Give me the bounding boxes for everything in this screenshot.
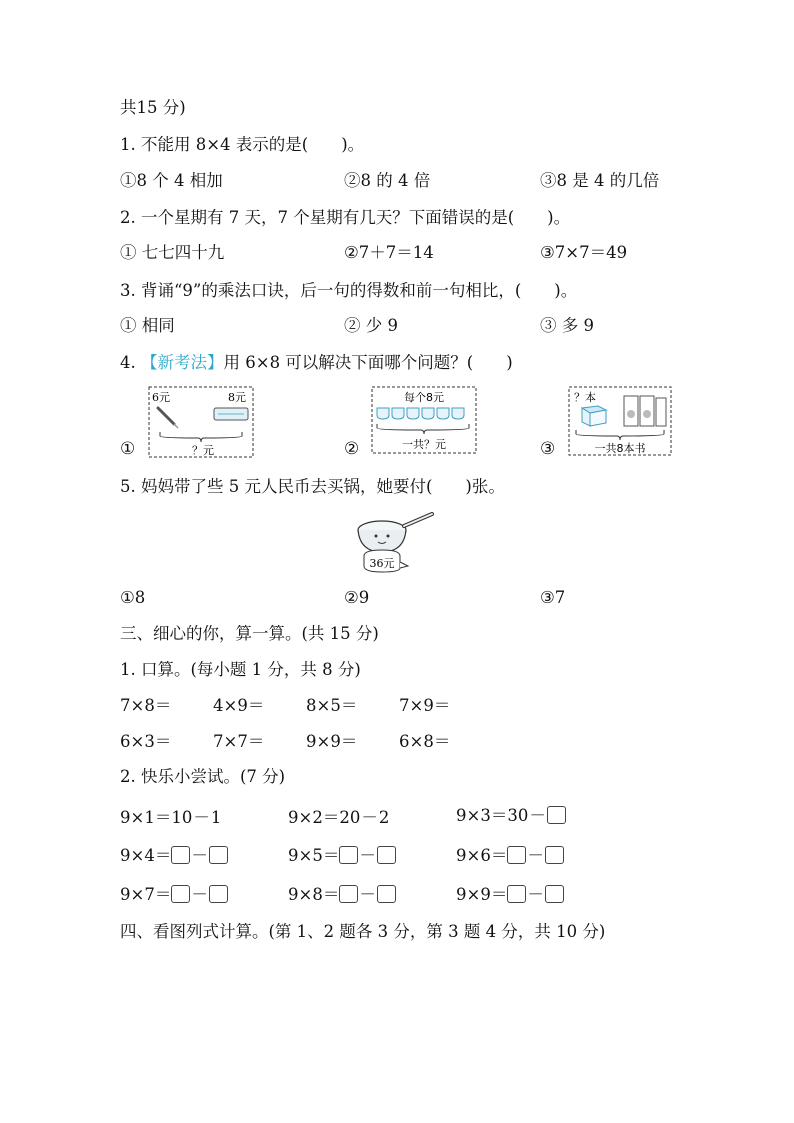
q3-option-2[interactable]: ② 少 9 xyxy=(344,316,398,335)
q4-option-3-mark[interactable]: ③ xyxy=(540,439,556,459)
oral-item[interactable]: 7×7＝ xyxy=(213,732,265,751)
pencil-case-icon xyxy=(214,408,248,420)
try-lhs: 9×2＝ xyxy=(288,808,340,827)
q2-option-3[interactable]: ③7×7＝49 xyxy=(540,243,628,262)
question-4-stem xyxy=(120,355,513,372)
try-item xyxy=(120,846,228,865)
fig1-ask: ？元 xyxy=(192,444,214,457)
try-item xyxy=(120,885,228,904)
try-item xyxy=(120,810,221,827)
try-lhs: 9×6＝ xyxy=(456,846,508,865)
answer-box[interactable] xyxy=(209,846,228,864)
answer-box[interactable] xyxy=(377,846,396,864)
minus-sign: － xyxy=(359,846,376,865)
answer-box[interactable] xyxy=(377,885,396,903)
q5-option-3[interactable]: ③7 xyxy=(540,588,566,607)
try-value-a: 30 xyxy=(507,806,529,825)
answer-box[interactable] xyxy=(545,885,564,903)
section-3-sub1: 1. 口算。(每小题 1 分，共 8 分) xyxy=(120,660,361,679)
try-lhs: 9×5＝ xyxy=(288,846,340,865)
oral-item[interactable]: 4×9＝ xyxy=(213,696,265,715)
fig2-top: 每个8元 xyxy=(404,391,444,404)
try-lhs: 9×9＝ xyxy=(456,885,508,904)
answer-box[interactable] xyxy=(171,885,190,903)
answer-box[interactable] xyxy=(339,846,358,864)
q4-option-2-mark[interactable]: ② xyxy=(344,439,360,459)
oral-item[interactable]: 7×9＝ xyxy=(399,696,451,715)
q4-option-1-mark[interactable]: ① xyxy=(120,439,136,459)
question-1-stem: 1. 不能用 8×4 表示的是( )。 xyxy=(120,135,365,154)
try-item xyxy=(288,885,396,904)
q1-option-1[interactable]: ①8 个 4 相加 xyxy=(120,171,223,190)
answer-box[interactable] xyxy=(507,885,526,903)
minus-sign: － xyxy=(361,808,378,827)
try-item xyxy=(288,810,389,827)
oral-item[interactable]: 8×5＝ xyxy=(306,696,358,715)
books-icon xyxy=(624,396,666,426)
answer-box[interactable] xyxy=(171,846,190,864)
try-item xyxy=(456,806,566,825)
fig1-price-a: 6元 xyxy=(152,391,170,404)
minus-sign: － xyxy=(527,846,544,865)
q2-option-1[interactable]: ① 七七四十九 xyxy=(120,243,225,262)
try-lhs: 9×3＝ xyxy=(456,806,508,825)
section-3-title: 三、细心的你，算一算。(共 15 分) xyxy=(120,624,379,643)
q4-number: 4. xyxy=(120,353,136,372)
answer-box[interactable] xyxy=(209,885,228,903)
answer-box[interactable] xyxy=(339,885,358,903)
minus-sign: － xyxy=(529,806,546,825)
minus-sign: － xyxy=(191,885,208,904)
box-icon xyxy=(582,406,606,426)
oral-item[interactable]: 6×3＝ xyxy=(120,732,172,751)
minus-sign: － xyxy=(527,885,544,904)
minus-sign: － xyxy=(191,846,208,865)
try-item xyxy=(456,846,564,865)
fig3-bottom: 一共8本书 xyxy=(594,442,646,455)
try-lhs: 9×1＝ xyxy=(120,808,172,827)
oral-item[interactable]: 7×8＝ xyxy=(120,696,172,715)
minus-sign: － xyxy=(193,808,210,827)
q4-figure-2[interactable] xyxy=(371,386,477,454)
new-format-tag: 【新考法】 xyxy=(141,353,224,372)
q4-stem-text: 用 6×8 可以解决下面哪个问题？( ) xyxy=(223,353,513,372)
q5-option-1[interactable]: ①8 xyxy=(120,588,146,607)
try-lhs: 9×7＝ xyxy=(120,885,172,904)
wok-icon xyxy=(358,514,432,552)
q4-figure-3[interactable] xyxy=(568,386,672,456)
try-lhs: 9×4＝ xyxy=(120,846,172,865)
fig3-top: ？本 xyxy=(574,391,596,404)
question-5-stem: 5. 妈妈带了些 5 元人民币去买锅，她要付( )张。 xyxy=(120,477,505,496)
fig2-bottom: 一共？元 xyxy=(402,438,446,451)
minus-sign: － xyxy=(359,885,376,904)
q2-option-2[interactable]: ②7＋7＝14 xyxy=(344,243,434,262)
answer-box[interactable] xyxy=(507,846,526,864)
wok-price: 36元 xyxy=(369,557,395,570)
section-header-tail: 共15 分) xyxy=(120,98,186,117)
oral-item[interactable]: 6×8＝ xyxy=(399,732,451,751)
try-item xyxy=(288,846,396,865)
q3-option-1[interactable]: ① 相同 xyxy=(120,316,175,335)
try-value-b: 2 xyxy=(378,808,390,827)
q1-option-3[interactable]: ③8 是 4 的几倍 xyxy=(540,171,660,190)
answer-box[interactable] xyxy=(547,806,566,824)
fig1-price-b: 8元 xyxy=(228,391,246,404)
try-value-b: 1 xyxy=(210,808,222,827)
answer-box[interactable] xyxy=(545,846,564,864)
try-item xyxy=(456,885,564,904)
q4-figure-1[interactable] xyxy=(148,386,254,458)
try-lhs: 9×8＝ xyxy=(288,885,340,904)
try-value-a: 20 xyxy=(339,808,361,827)
wok-illustration xyxy=(352,510,436,576)
q5-option-2[interactable]: ②9 xyxy=(344,588,370,607)
q3-option-3[interactable]: ③ 多 9 xyxy=(540,316,594,335)
question-3-stem: 3. 背诵“9”的乘法口诀，后一句的得数和前一句相比，( )。 xyxy=(120,281,578,300)
question-2-stem: 2. 一个星期有 7 天，7 个星期有几天？下面错误的是( )。 xyxy=(120,208,571,227)
section-4-title: 四、看图列式计算。(第 1、2 题各 3 分，第 3 题 4 分，共 10 分) xyxy=(120,922,606,941)
try-value-a: 10 xyxy=(171,808,193,827)
q1-option-2[interactable]: ②8 的 4 倍 xyxy=(344,171,431,190)
section-3-sub2: 2. 快乐小尝试。(7 分) xyxy=(120,767,286,786)
oral-item[interactable]: 9×9＝ xyxy=(306,732,358,751)
